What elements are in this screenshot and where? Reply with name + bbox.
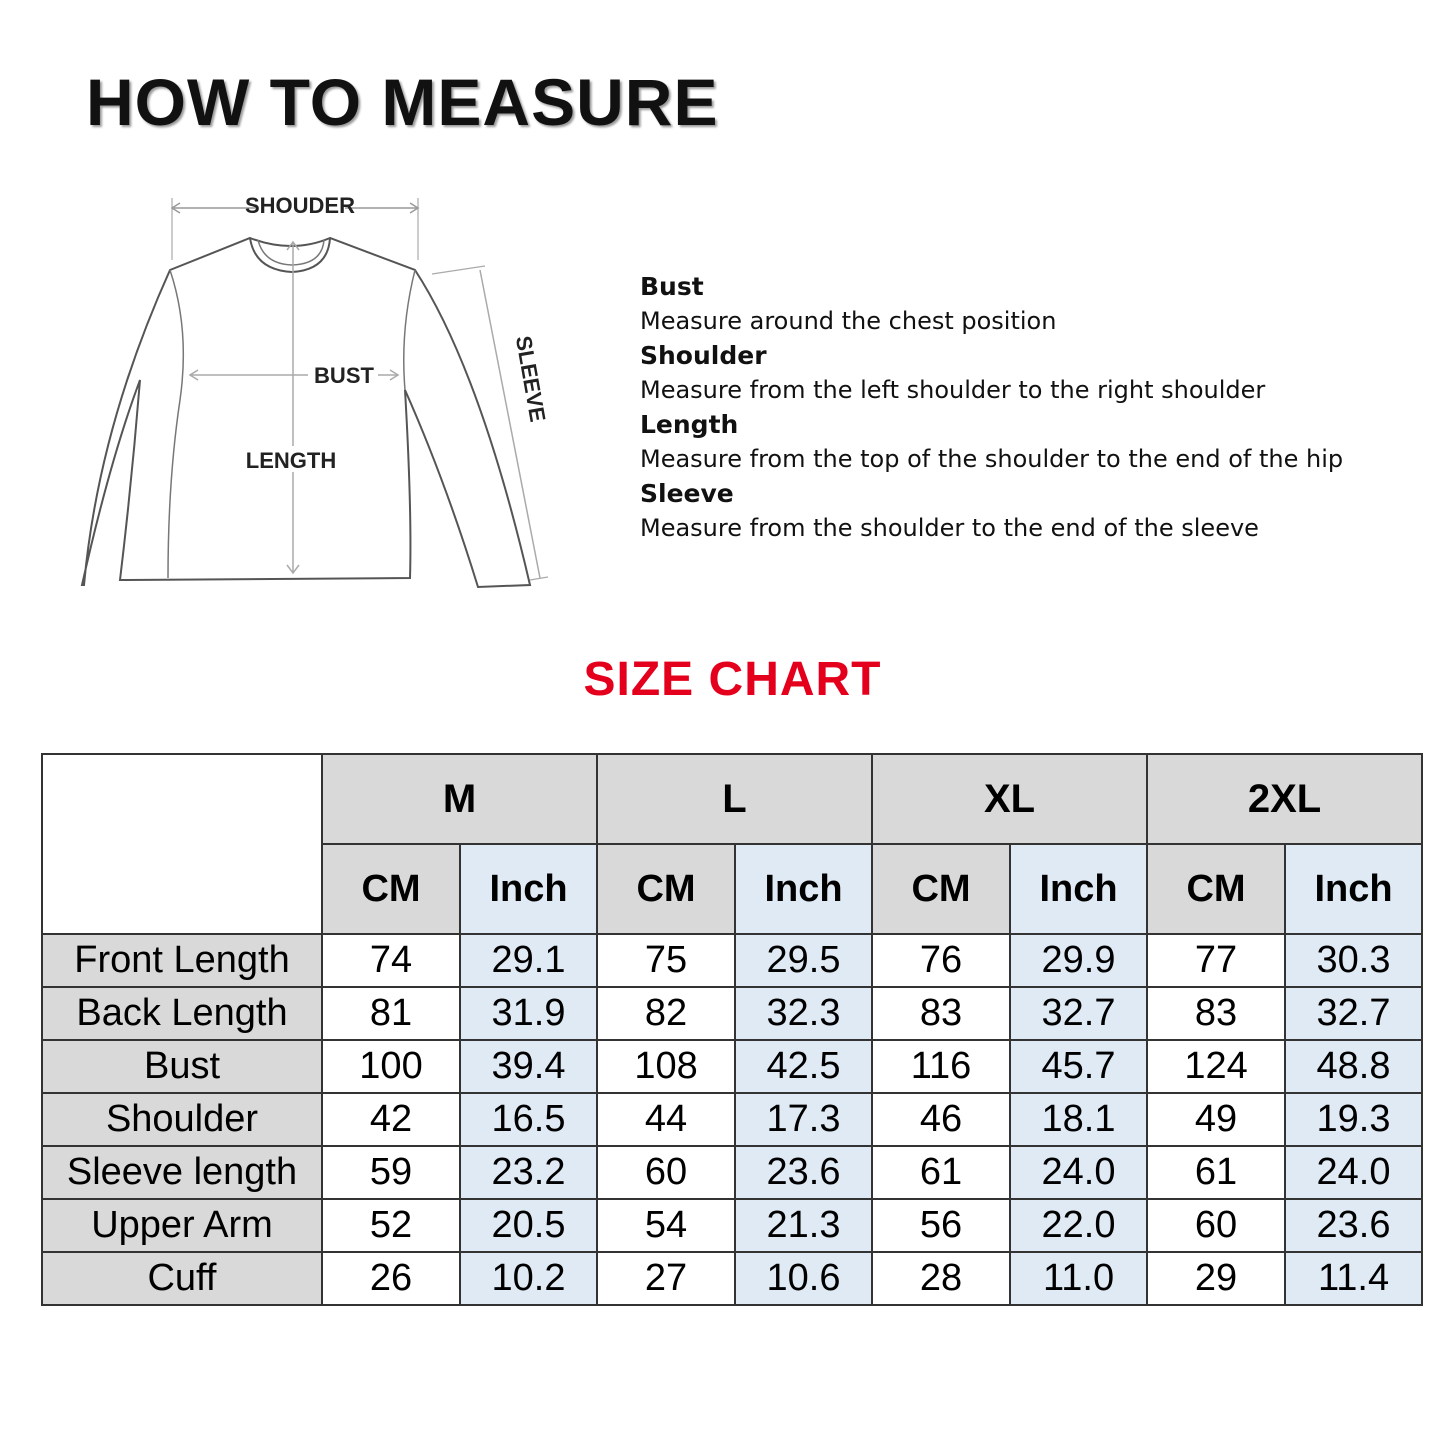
inch-value-cell: 11.4 <box>1285 1252 1422 1305</box>
length-label: LENGTH <box>245 448 337 473</box>
cm-value-cell: 77 <box>1147 934 1285 987</box>
cm-value-cell: 124 <box>1147 1040 1285 1093</box>
measurement-legend <box>640 270 1420 546</box>
unit-header-inch: Inch <box>460 844 597 934</box>
cm-value-cell: 61 <box>872 1146 1010 1199</box>
inch-value-cell: 32.7 <box>1285 987 1422 1040</box>
table-corner-cell <box>42 754 322 934</box>
size-chart-body <box>42 934 1422 1305</box>
inch-value-cell: 29.9 <box>1010 934 1147 987</box>
inch-value-cell: 32.3 <box>735 987 872 1040</box>
inch-value-cell: 17.3 <box>735 1093 872 1146</box>
inch-value-cell: 39.4 <box>460 1040 597 1093</box>
inch-value-cell: 29.5 <box>735 934 872 987</box>
inch-value-cell: 48.8 <box>1285 1040 1422 1093</box>
size-header-l: L <box>597 754 872 844</box>
size-header-m: M <box>322 754 597 844</box>
inch-value-cell: 22.0 <box>1010 1199 1147 1252</box>
cm-value-cell: 44 <box>597 1093 735 1146</box>
cm-value-cell: 52 <box>322 1199 460 1252</box>
table-row <box>42 1146 1422 1199</box>
inch-value-cell: 19.3 <box>1285 1093 1422 1146</box>
unit-header-cm: CM <box>597 844 735 934</box>
cm-value-cell: 74 <box>322 934 460 987</box>
inch-value-cell: 18.1 <box>1010 1093 1147 1146</box>
unit-header-inch: Inch <box>1285 844 1422 934</box>
table-row <box>42 987 1422 1040</box>
cm-value-cell: 82 <box>597 987 735 1040</box>
cm-value-cell: 49 <box>1147 1093 1285 1146</box>
inch-value-cell: 24.0 <box>1010 1146 1147 1199</box>
size-chart-title: SIZE CHART <box>583 653 882 706</box>
table-row <box>42 1040 1422 1093</box>
cm-value-cell: 100 <box>322 1040 460 1093</box>
unit-header-cm: CM <box>1147 844 1285 934</box>
size-header-row <box>42 754 1422 844</box>
inch-value-cell: 21.3 <box>735 1199 872 1252</box>
row-label: Sleeve length <box>42 1146 322 1199</box>
row-label: Front Length <box>42 934 322 987</box>
cm-value-cell: 60 <box>1147 1199 1285 1252</box>
unit-header-cm: CM <box>322 844 460 934</box>
inch-value-cell: 10.2 <box>460 1252 597 1305</box>
inch-value-cell: 24.0 <box>1285 1146 1422 1199</box>
unit-header-inch: Inch <box>1010 844 1147 934</box>
inch-value-cell: 23.6 <box>1285 1199 1422 1252</box>
cm-value-cell: 61 <box>1147 1146 1285 1199</box>
cm-value-cell: 81 <box>322 987 460 1040</box>
inch-value-cell: 20.5 <box>460 1199 597 1252</box>
cm-value-cell: 54 <box>597 1199 735 1252</box>
unit-header-cm: CM <box>872 844 1010 934</box>
legend-term-sleeve: Sleeve <box>640 479 734 508</box>
legend-desc-bust: Measure around the chest position <box>640 307 1057 335</box>
shoulder-label: SHOUDER <box>244 193 356 218</box>
cm-value-cell: 83 <box>1147 987 1285 1040</box>
legend-term-length: Length <box>640 410 739 439</box>
row-label: Upper Arm <box>42 1199 322 1252</box>
size-chart-table <box>41 753 1423 1306</box>
row-label: Shoulder <box>42 1093 322 1146</box>
sweater-outline-illustration <box>60 180 560 600</box>
inch-value-cell: 10.6 <box>735 1252 872 1305</box>
legend-desc-sleeve: Measure from the shoulder to the end of the sleeve <box>640 514 1259 542</box>
cm-value-cell: 42 <box>322 1093 460 1146</box>
sweater-diagram <box>60 180 560 600</box>
row-label: Cuff <box>42 1252 322 1305</box>
sweater-body-shape <box>82 238 530 587</box>
row-label: Bust <box>42 1040 322 1093</box>
table-row <box>42 1093 1422 1146</box>
inch-value-cell: 23.2 <box>460 1146 597 1199</box>
inch-value-cell: 11.0 <box>1010 1252 1147 1305</box>
inch-value-cell: 30.3 <box>1285 934 1422 987</box>
table-row <box>42 1252 1422 1305</box>
inch-value-cell: 23.6 <box>735 1146 872 1199</box>
inch-value-cell: 31.9 <box>460 987 597 1040</box>
legend-term-bust: Bust <box>640 272 704 301</box>
size-header-xl: XL <box>872 754 1147 844</box>
cm-value-cell: 56 <box>872 1199 1010 1252</box>
bust-label: BUST <box>314 363 374 388</box>
unit-header-inch: Inch <box>735 844 872 934</box>
sleeve-label: SLEEVE <box>510 333 551 424</box>
legend-desc-length: Measure from the top of the shoulder to the end of the hip <box>640 445 1344 473</box>
inch-value-cell: 16.5 <box>460 1093 597 1146</box>
inch-value-cell: 32.7 <box>1010 987 1147 1040</box>
row-label: Back Length <box>42 987 322 1040</box>
cm-value-cell: 83 <box>872 987 1010 1040</box>
cm-value-cell: 75 <box>597 934 735 987</box>
table-row <box>42 1199 1422 1252</box>
size-header-2xl: 2XL <box>1147 754 1422 844</box>
cm-value-cell: 76 <box>872 934 1010 987</box>
cm-value-cell: 26 <box>322 1252 460 1305</box>
legend-term-shoulder: Shoulder <box>640 341 767 370</box>
cm-value-cell: 60 <box>597 1146 735 1199</box>
cm-value-cell: 59 <box>322 1146 460 1199</box>
table-row <box>42 934 1422 987</box>
cm-value-cell: 27 <box>597 1252 735 1305</box>
inch-value-cell: 42.5 <box>735 1040 872 1093</box>
cm-value-cell: 46 <box>872 1093 1010 1146</box>
cm-value-cell: 108 <box>597 1040 735 1093</box>
page-title: HOW TO MEASURE <box>86 65 719 139</box>
cm-value-cell: 116 <box>872 1040 1010 1093</box>
cm-value-cell: 29 <box>1147 1252 1285 1305</box>
cm-value-cell: 28 <box>872 1252 1010 1305</box>
inch-value-cell: 29.1 <box>460 934 597 987</box>
legend-desc-shoulder: Measure from the left shoulder to the right shoulder <box>640 376 1266 404</box>
inch-value-cell: 45.7 <box>1010 1040 1147 1093</box>
